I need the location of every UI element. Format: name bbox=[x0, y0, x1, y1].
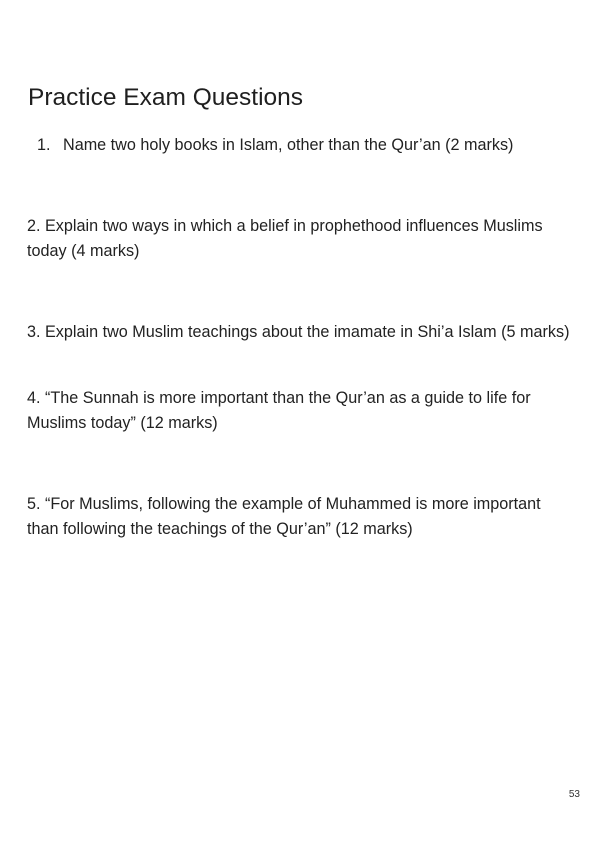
question-4: 4. “The Sunnah is more important than the Qur’an as a guide to life for Muslims today” (12 marks) bbox=[27, 389, 531, 432]
question-5: 5. “For Muslims, following the example of Muhammed is more important than following the teachings of the Qur’an” (12 marks) bbox=[27, 495, 541, 538]
question-1 bbox=[37, 133, 582, 158]
question-2: 2. Explain two ways in which a belief in prophethood influences Muslims today (4 marks) bbox=[27, 217, 543, 260]
page-title: Practice Exam Questions bbox=[28, 84, 304, 111]
question-1-text: Name two holy books in Islam, other than the Qur’an (2 marks) bbox=[63, 136, 514, 154]
question-1-number: 1. bbox=[37, 136, 51, 154]
page-number: 53 bbox=[568, 789, 580, 800]
question-3: 3. Explain two Muslim teachings about the imamate in Shi’a Islam (5 marks) bbox=[27, 323, 570, 341]
